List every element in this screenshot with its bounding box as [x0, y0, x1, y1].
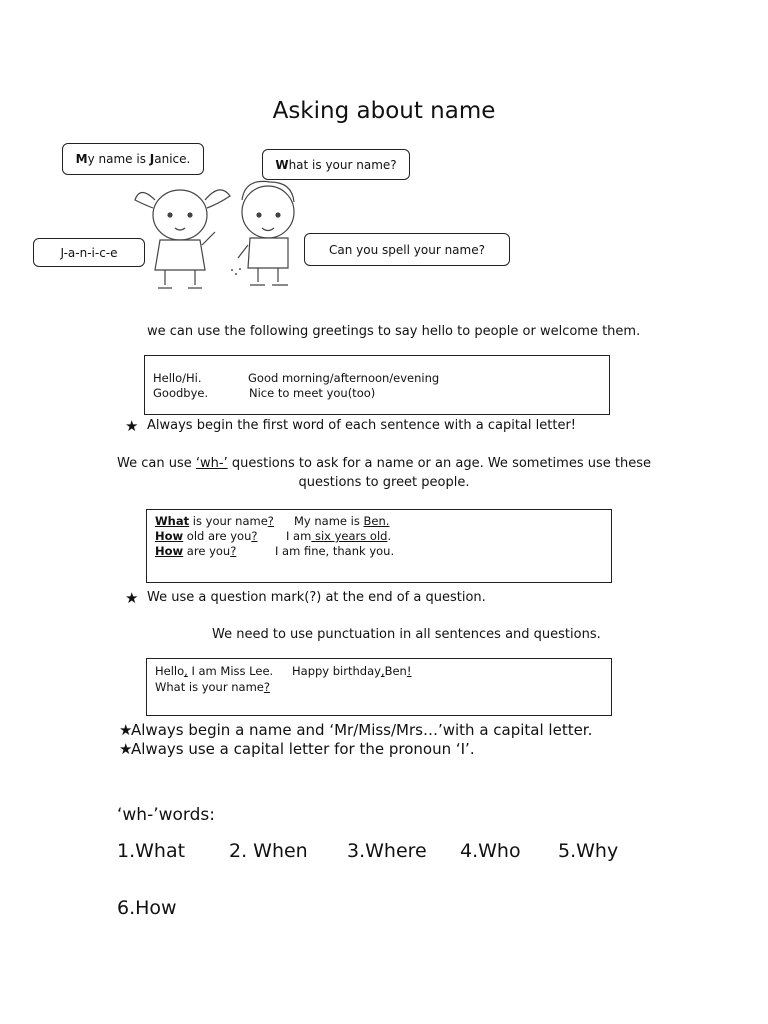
wh-answer-3: I am fine, thank you. — [275, 544, 395, 558]
rule-pronoun-i: Always use a capital letter for the pronoun ‘I’. — [131, 740, 475, 758]
punctuation-example-1: Hello, I am Miss Lee. — [155, 664, 274, 678]
rule-capital-first-word: Always begin the first word of each sentence with a capital letter! — [147, 418, 576, 433]
wh-question-3: How are you? — [155, 544, 237, 558]
greeting-nice-to-meet: Nice to meet you(too) — [249, 386, 376, 400]
wh-question-1: What is your name? — [155, 514, 274, 528]
greeting-goodbye: Goodbye. — [153, 386, 209, 400]
wh-intro-line1: We can use ‘wh-’ questions to ask for a name or an age. We sometimes use these — [117, 456, 651, 471]
bubble-can-spell: Can you spell your name? — [304, 233, 510, 266]
wh-question-2: How old are you? — [155, 529, 258, 543]
bubble-what-name: What is your name? — [262, 149, 410, 180]
wh-word-why: 5.Why — [558, 840, 619, 862]
wh-word-what: 1.What — [117, 840, 186, 862]
wh-words-label: ‘wh-’words: — [117, 805, 215, 825]
greeting-hello: Hello/Hi. — [153, 371, 202, 385]
wh-word-who: 4.Who — [460, 840, 521, 862]
wh-answer-2: I am six years old. — [286, 529, 392, 543]
greetings-box — [144, 355, 610, 415]
greeting-intro: we can use the following greetings to say hello to people or welcome them. — [147, 324, 641, 339]
wh-word-when: 2. When — [229, 840, 308, 862]
wh-word-where: 3.Where — [347, 840, 427, 862]
bubble-janice: My name is Janice. — [62, 143, 204, 175]
page-title: Asking about name — [272, 98, 496, 124]
star-icon: ★ — [119, 741, 133, 758]
rule-question-mark: We use a question mark(?) at the end of a question. — [147, 590, 486, 605]
wh-word-how: 6.How — [117, 897, 177, 919]
star-icon: ★ — [125, 590, 139, 607]
star-icon: ★ — [119, 722, 133, 739]
star-icon: ★ — [125, 418, 139, 435]
rule-name-capitals: Always begin a name and ‘Mr/Miss/Mrs…’with a capital letter. — [131, 721, 593, 739]
punctuation-intro: We need to use punctuation in all sentences and questions. — [212, 627, 601, 642]
punctuation-example-2: Happy birthday,Ben! — [292, 664, 412, 678]
punctuation-example-3: What is your name? — [155, 680, 270, 694]
wh-answer-1: My name is Ben. — [294, 514, 390, 528]
children-illustration — [120, 170, 320, 295]
wh-intro-line2: questions to greet people. — [298, 475, 470, 490]
bubble-spelling: J-a-n-i-c-e — [33, 238, 145, 267]
greeting-good-morning: Good morning/afternoon/evening — [248, 371, 440, 385]
